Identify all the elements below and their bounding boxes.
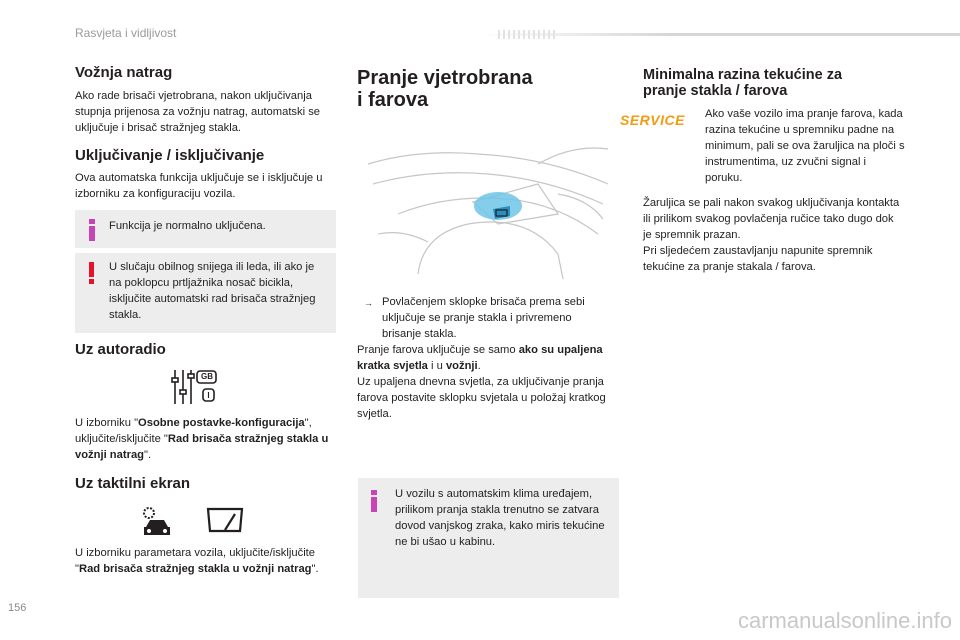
warning-icon (89, 262, 94, 284)
info-box (75, 210, 336, 248)
min-level-title: Minimalna razina tekućine za pranje stakla / farova (643, 67, 843, 99)
lamp-body: Žaruljica se pali nakon svakog uključivanja kontakta ili prilikom svakog povlačenja ručice tako dugo dok je spremnik prazan. (643, 197, 900, 241)
service-warning-icon: SERVICE (620, 112, 685, 128)
reverse-title: Vožnja natrag (75, 64, 173, 81)
bullet-arrow-icon: → (364, 298, 373, 308)
radio-title: Uz autoradio (75, 341, 166, 358)
washer-title: Pranje vjetrobrana i farova (357, 67, 533, 111)
touch-title: Uz taktilni ekran (75, 475, 191, 492)
headlamp-washer-text: Pranje farova uključuje se samo ako su upaljena kratka svjetla i u vožnji. (357, 344, 603, 372)
header-pattern (498, 30, 558, 39)
watermark: carmanualsonline.info (737, 608, 952, 633)
warning-text: U slučaju obilnog snijega ili leda, ili ako je na poklopcu prtljažnika nosač bicikla, isključite automatski rad brisača stražnjeg stakla. (109, 261, 316, 321)
info-box-climate (358, 478, 619, 598)
car-front-illustration (358, 124, 620, 284)
icon-label-gb: GB (201, 372, 213, 381)
page-number: 156 (8, 602, 27, 614)
icon-label-i: I (207, 391, 210, 400)
climate-info-text: U vozilu s automatskim klima uređajem, prilikom pranja stakla trenutno se zatvara dovod vanjskog zraka, kako miris tekućine ne bi ušao u kabinu. (395, 488, 605, 548)
section-header: Rasvjeta i vidljivost (75, 26, 177, 40)
settings-sliders-icon (170, 368, 225, 406)
radio-body: U izborniku "Osobne postavke-konfiguracija", uključite/isključite "Rad brisača stražnjeg stakla u vožnji natrag". (75, 417, 329, 461)
info-icon (371, 490, 377, 512)
car-settings-icon (140, 505, 174, 539)
info-text: Funkcija je normalno uključena. (109, 220, 266, 232)
washer-bullet: Povlačenjem sklopke brisača prema sebi uključuje se pranje stakla i privremeno brisanje stakla. (382, 296, 585, 340)
toggle-title: Uključivanje / isključivanje (75, 147, 265, 164)
refill-body: Pri sljedećem zaustavljanju napunite spremnik tekućine za pranje stakala / farova. (643, 245, 873, 273)
rear-wiper-icon (205, 506, 245, 534)
toggle-body: Ova automatska funkcija uključuje se i isključuje u izborniku za konfiguraciju vozila. (75, 172, 323, 200)
min-level-body: Ako vaše vozilo ima pranje farova, kada razina tekućine u spremniku padne na minimum, pali se ova žaruljica na ploči s instrumentima, uz zvučni signal i poruku. (705, 108, 905, 184)
drl-text: Uz upaljena dnevna svjetla, za uključivanje pranja farova postavite sklopku svjetala u položaj kratkog svjetla. (357, 376, 606, 420)
info-icon (89, 219, 95, 241)
touch-body: U izborniku parametara vozila, uključite/isključite "Rad brisača stražnjeg stakla u vožnji natrag". (75, 547, 319, 575)
warning-box (75, 253, 336, 333)
reverse-body: Ako rade brisači vjetrobrana, nakon uključivanja stupnja prijenosa za vožnju natrag, automatski se uključuje i brisač stražnjeg stakla. (75, 90, 321, 134)
